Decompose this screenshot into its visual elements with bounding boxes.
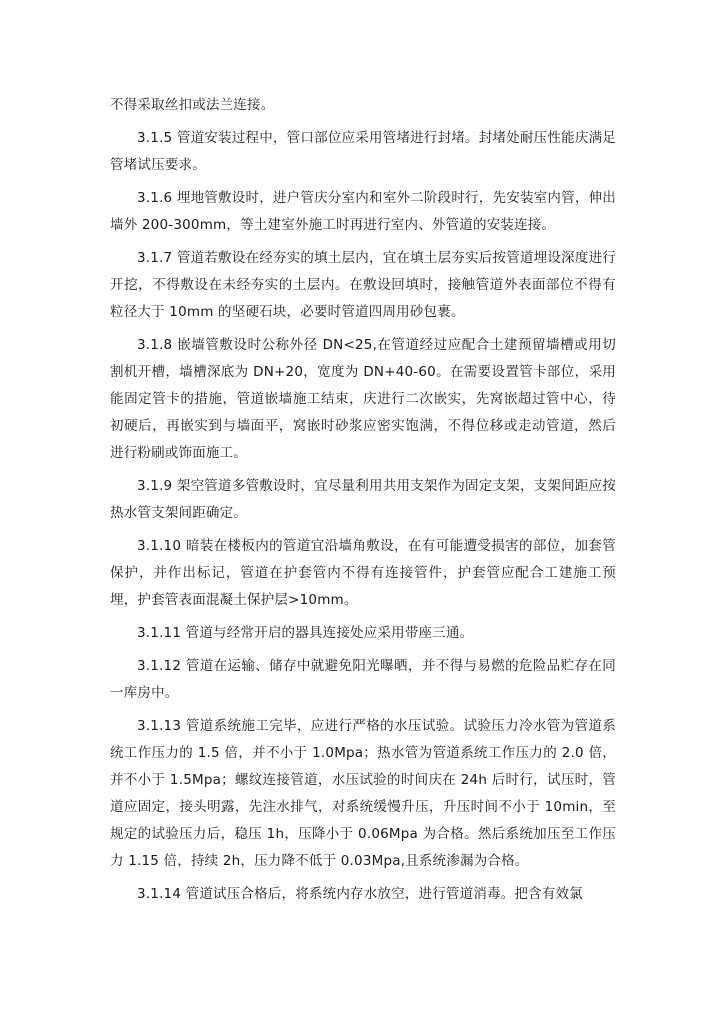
paragraph-3-1-10: 3.1.10 暗装在楼板内的管道宜沿墙角敷设，在有可能遭受损害的部位，加套管保护，并作出标记，管道在护套管内不得有连接管件，护套管应配合工建施工预埋，护套管表面混凝土保护层>10mm。	[110, 538, 616, 608]
paragraph-3-1-7: 3.1.7 管道若敷设在经夯实的填土层内，宜在填土层夯实后按管道埋设深度进行开挖，不得敷设在未经夯实的土层内。在敷设回填时，接触管道外表面部位不得有粒径大于 10mm 的坚硬石块，必要时管道四周用砂包裹。	[110, 250, 616, 320]
paragraph-3-1-8: 3.1.8 嵌墙管敷设时公称外径 DN<25,在管道经过应配合土建预留墙槽或用切割机开槽，墙槽深底为 DN+20，宽度为 DN+40-60。在需要设置管卡部位，采用能固定管卡的措施，管道嵌墙施工结束，庆进行二次嵌实，先窝嵌超过管中心，待初硬后，再嵌实到与墙面平，窝嵌时砂浆应密实饱满，不得位移或走动管道，然后进行粉刷或饰面施工。	[110, 337, 616, 461]
document-body	[110, 92, 616, 914]
paragraph-3-1-9: 3.1.9 架空管道多管敷设时，宜尽量利用共用支架作为固定支架，支架间距应按热水管支架间距确定。	[110, 478, 616, 521]
paragraph-continuation: 不得采取丝扣或法兰连接。	[110, 97, 275, 113]
paragraph-3-1-14: 3.1.14 管道试压合格后，将系统内存水放空，进行管道消毒。把含有效氯	[137, 886, 583, 902]
paragraph-3-1-12: 3.1.12 管道在运输、储存中就避免阳光曝晒，并不得与易燃的危险品贮存在同一库房中。	[110, 658, 616, 701]
paragraph-3-1-6: 3.1.6 埋地管敷设时，进户管庆分室内和室外二阶段时行，先安装室内管，伸出墙外 200-300mm，等土建室外施工时再进行室内、外管道的安装连接。	[110, 190, 616, 233]
paragraph-3-1-13: 3.1.13 管道系统施工完毕，应进行严格的水压试验。试验压力冷水管为管道系统工作压力的 1.5 倍，并不小于 1.0Mpa；热水管为管道系统工作压力的 2.0 倍，并不小于 1.5Mpa；螺纹连接管道，水压试验的时间庆在 24h 后时行，试压时，管道应固定，接头明露，先注水排气，对系统缓慢升压，升压时间不小于 10min，至规定的试验压力后，稳压 1h，压降小于 0.06Mpa 为合格。然后系统加压至工作压力 1.15 倍，持续 2h，压力降不低于 0.03Mpa,且系统渗漏为合格。	[110, 718, 616, 869]
paragraph-3-1-11: 3.1.11 管道与经常开启的器具连接处应采用带座三通。	[137, 625, 474, 641]
paragraph-3-1-5: 3.1.5 管道安装过程中，管口部位应采用管堵进行封堵。封堵处耐压性能庆满足管堵试压要求。	[110, 130, 616, 173]
